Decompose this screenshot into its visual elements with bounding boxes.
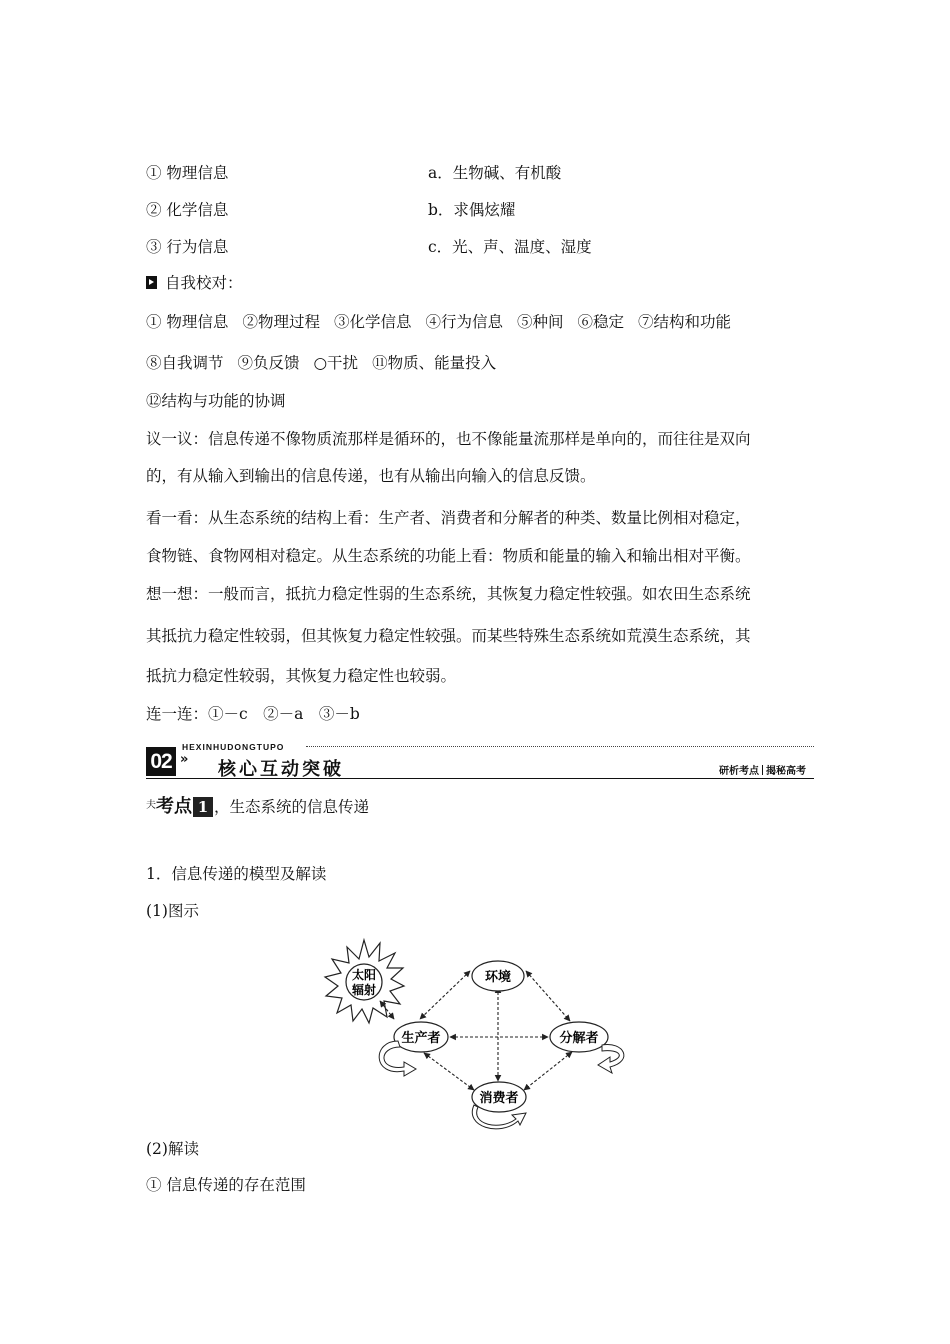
kaodian-number: 1 — [193, 797, 213, 817]
section-title: 核心互动突破 — [218, 759, 344, 780]
banner-underline — [146, 778, 814, 779]
kaodian-heading — [146, 792, 369, 818]
self-check-heading — [146, 273, 243, 293]
paragraph-line-7: 抵抗力稳定性较弱，其恢复力稳定性也较弱。 — [146, 667, 457, 685]
environment-label: 环境 — [484, 970, 512, 985]
sun-label-2: 辐射 — [351, 983, 377, 997]
answer-8: ⑧自我调节 — [146, 354, 224, 372]
decomposer-loop-arrow — [598, 1044, 624, 1073]
matching-right-2: b．求偶炫耀 — [428, 201, 516, 219]
paragraph-line-5: 想一想：一般而言，抵抗力稳定性弱的生态系统，其恢复力稳定性较强。如农田生态系统 — [146, 585, 751, 603]
section-banner — [146, 742, 814, 782]
matching-left-1: ① 物理信息 — [146, 164, 229, 182]
producer-label: 生产者 — [401, 1031, 441, 1046]
answers-line-3: ⑫结构与功能的协调 — [146, 392, 286, 410]
double-chevron-icon: » — [180, 752, 189, 767]
information-transfer-diagram — [320, 935, 640, 1140]
answer-3: ③化学信息 — [333, 313, 412, 331]
paragraph-line-3: 看一看：从生态系统的结构上看：生产者、消费者和分解者的种类、数量比例相对稳定， — [146, 509, 751, 527]
paragraph-line-8: 连一连：①－c ②－a ③－b — [146, 705, 360, 723]
banner-right-label — [719, 762, 806, 777]
sub-heading-1: (1)图示 — [146, 902, 199, 920]
banner-right-b: 揭秘高考 — [766, 766, 806, 777]
answer-5: ⑤种间 — [516, 313, 564, 331]
answer-10: ○干扰 — [313, 354, 359, 372]
sun-label-1: 太阳 — [351, 968, 377, 982]
banner-right-a: 研析考点 — [719, 766, 759, 777]
answer-1: ① 物理信息 — [146, 313, 229, 331]
banner-dotted-line — [306, 746, 814, 747]
answer-2: ②物理过程 — [242, 313, 320, 331]
answers-line-1 — [146, 312, 731, 332]
matching-right-3: c．光、声、温度、湿度 — [428, 238, 592, 256]
section-heading: 1．信息传递的模型及解读 — [146, 865, 327, 883]
answer-4: ④行为信息 — [425, 313, 503, 331]
paragraph-line-1: 议一议：信息传递不像物质流那样是循环的，也不像能量流那样是单向的，而往往是双向 — [146, 430, 751, 448]
matching-left-2: ② 化学信息 — [146, 201, 229, 219]
answers-line-2 — [146, 353, 496, 373]
matching-right-1: a．生物碱、有机酸 — [428, 164, 562, 182]
matching-row-1 — [146, 163, 562, 183]
consumer-label: 消费者 — [479, 1091, 519, 1106]
sub-heading-2-item-1: ① 信息传递的存在范围 — [146, 1176, 306, 1194]
answer-11: ⑪物质、能量投入 — [372, 354, 497, 372]
paragraph-line-4: 食物链、食物网相对稳定。从生态系统的功能上看：物质和能量的输入和输出相对平衡。 — [146, 547, 751, 565]
matching-row-2 — [146, 200, 516, 220]
matching-left-3: ③ 行为信息 — [146, 238, 229, 256]
answer-9: ⑨负反馈 — [237, 354, 300, 372]
answer-6: ⑥稳定 — [577, 313, 625, 331]
matching-row-3 — [146, 237, 592, 257]
section-number: 02 — [146, 747, 176, 776]
paragraph-line-6: 其抵抗力稳定性较弱，但其恢复力稳定性较强。而某些特殊生态系统如荒漠生态系统，其 — [146, 627, 751, 645]
paragraph-line-2: 的，有从输入到输出的信息传递，也有从输出向输入的信息反馈。 — [146, 467, 596, 485]
banner-divider — [762, 765, 763, 775]
section-english-title: HEXINHUDONGTUPO — [182, 742, 285, 752]
decomposer-label: 分解者 — [559, 1031, 599, 1046]
self-check-label: 自我校对： — [165, 274, 243, 292]
arrow-square-icon — [146, 276, 157, 289]
answer-7: ⑦结构和功能 — [638, 313, 732, 331]
kaodian-ornament-icon: 夫 — [146, 800, 156, 811]
kaodian-label: 考点 — [156, 796, 192, 817]
sub-heading-2: (2)解读 — [146, 1140, 199, 1158]
kaodian-topic: ，生态系统的信息传递 — [214, 798, 370, 816]
